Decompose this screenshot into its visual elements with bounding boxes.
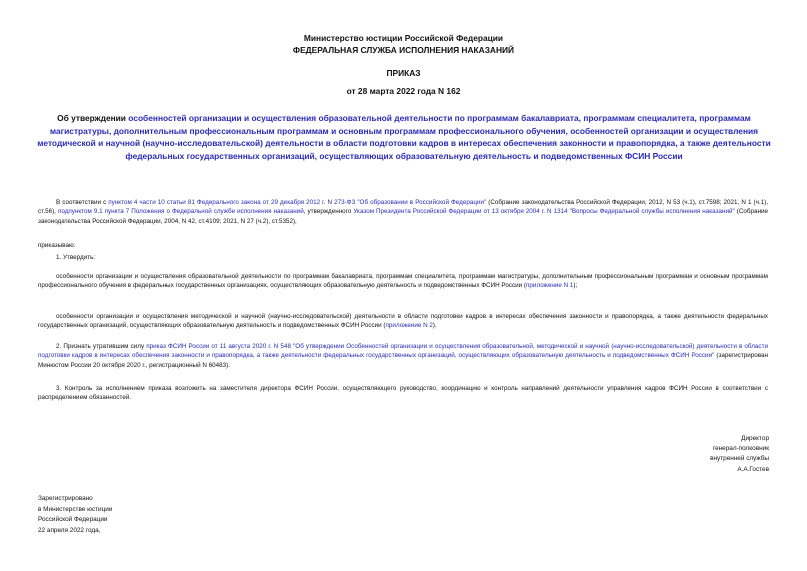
document-title: [34, 112, 774, 162]
registration-block: [38, 494, 198, 536]
preamble-text-1: В соответствии с: [56, 199, 109, 206]
registration-line-3: Российской Федерации: [38, 516, 108, 524]
item-1-appendix-2: [38, 312, 768, 331]
document-type: ПРИКАЗ: [386, 68, 421, 78]
preamble: [38, 198, 768, 226]
item-1a-end: );: [573, 282, 578, 290]
repealed-order-link[interactable]: приказ ФСИН России от 11 августа 2020 г. N 548 "Об утверждении Особенностей организации и осуществления образовательной, методической и научной (научно-исследовательской) деятельности в области подготовки кадров в интересах обеспечения законности и правопорядка, а также деятельности федеральных государственных организаций, осуществляющих образовательную деятельность и подведомственных ФСИН России": [38, 343, 768, 360]
title-link[interactable]: особенностей организации и осуществления образовательной деятельности по программам бакалавриата, программам специалитета, программам магистратуры, дополнительным профессиональным программам и основным программам профессионального обучения, особенностей организации и осуществления методической и научной (научно-исследовательской) деятельности в области подготовки кадров в интересах обеспечения законности и правопорядка, а также деятельности федеральных государственных организаций, осуществляющих образовательную деятельность и подведомственных ФСИН России: [37, 113, 771, 161]
item-1b-end: ).: [432, 322, 437, 330]
education-law-link[interactable]: пунктом 4 части 10 статьи 81 Федерального закона от 29 декабря 2012 г. N 273-ФЗ "Об образовании в Российской Федерации": [108, 199, 487, 206]
title-prefix: Об утверждении: [57, 113, 129, 123]
appendix-2-link[interactable]: приложение N 2: [385, 322, 433, 330]
item-1b-text: особенности организации и осуществления методической и научной (научно-исследовательской) деятельности в области подготовки кадров в интересах обеспечения законности и правопорядка, а также деятельности федеральных государственных организаций, осуществляющих образовательную деятельность и подведомственных ФСИН России (: [38, 313, 768, 330]
signature-position: Директор: [741, 435, 769, 442]
item-2-text-2: (зарегистрирован Минюстом России 20 октября 2020 г., регистрационный N 60483).: [38, 352, 768, 369]
preamble-text-4: (Собрание законодательства Российской Федерации, 2004, N 42, ст.4109; 2021, N 27 (ч.2), ст.5352),: [38, 208, 768, 225]
registration-line-1: Зарегистрировано: [38, 495, 93, 502]
signature-block: [649, 434, 769, 475]
item-1-appendix-1: [38, 272, 768, 291]
item-1-label: 1. Утвердить:: [56, 254, 96, 261]
appendix-1-link[interactable]: приложение N 1: [526, 282, 574, 290]
ministry-heading: Министерство юстиции Российской Федерации: [303, 33, 504, 43]
service-heading: ФЕДЕРАЛЬНАЯ СЛУЖБА ИСПОЛНЕНИЯ НАКАЗАНИЙ: [292, 45, 515, 55]
signature-service: внутренней службы: [710, 455, 769, 463]
preamble-text-2: (Собрание законодательства Российской Федерации, 2012, N 53 (ч.1), ст.7598; 2021, N 1 (ч.1), ст.56),: [38, 199, 768, 216]
item-1a-text: особенности организации и осуществления образовательной деятельности по программам бакалавриата, программам специалитета, программам магистратуры, дополнительным профессиональным программам и основным программам профессионального обучения в федеральных государственных организациях, осуществляющих образовательную деятельность и подведомственных ФСИН России (: [38, 273, 768, 290]
item-2-text-1: 2. Признать утратившим силу: [56, 343, 147, 350]
item-3: 3. Контроль за исполнением приказа возложить на заместителя директора ФСИН России, осуществляющего руководство, координацию и контроль направлений деятельности управления кадров ФСИН России в соответствии с распределением обязанностей.: [38, 385, 768, 402]
preamble-text-3: , утвержденного: [303, 208, 354, 216]
item-2: [38, 342, 768, 370]
signature-name: А.А.Гостев: [737, 465, 769, 473]
signature-rank: генерал-полковник: [712, 445, 769, 453]
registration-line-4: 22 апреля 2022 года,: [38, 526, 101, 534]
document-date-number: от 28 марта 2022 года N 162: [346, 86, 461, 96]
orders-phrase: приказываю:: [38, 242, 76, 249]
registration-line-2: в Министерстве юстиции: [38, 505, 113, 513]
president-decree-link[interactable]: Указом Президента Российской Федерации от 13 октября 2004 г. N 1314 "Вопросы Федеральной службы исполнения наказаний": [353, 208, 735, 216]
fsin-regulation-link[interactable]: подпунктом 9.1 пункта 7 Положения о Федеральной службе исполнения наказаний: [57, 208, 304, 216]
